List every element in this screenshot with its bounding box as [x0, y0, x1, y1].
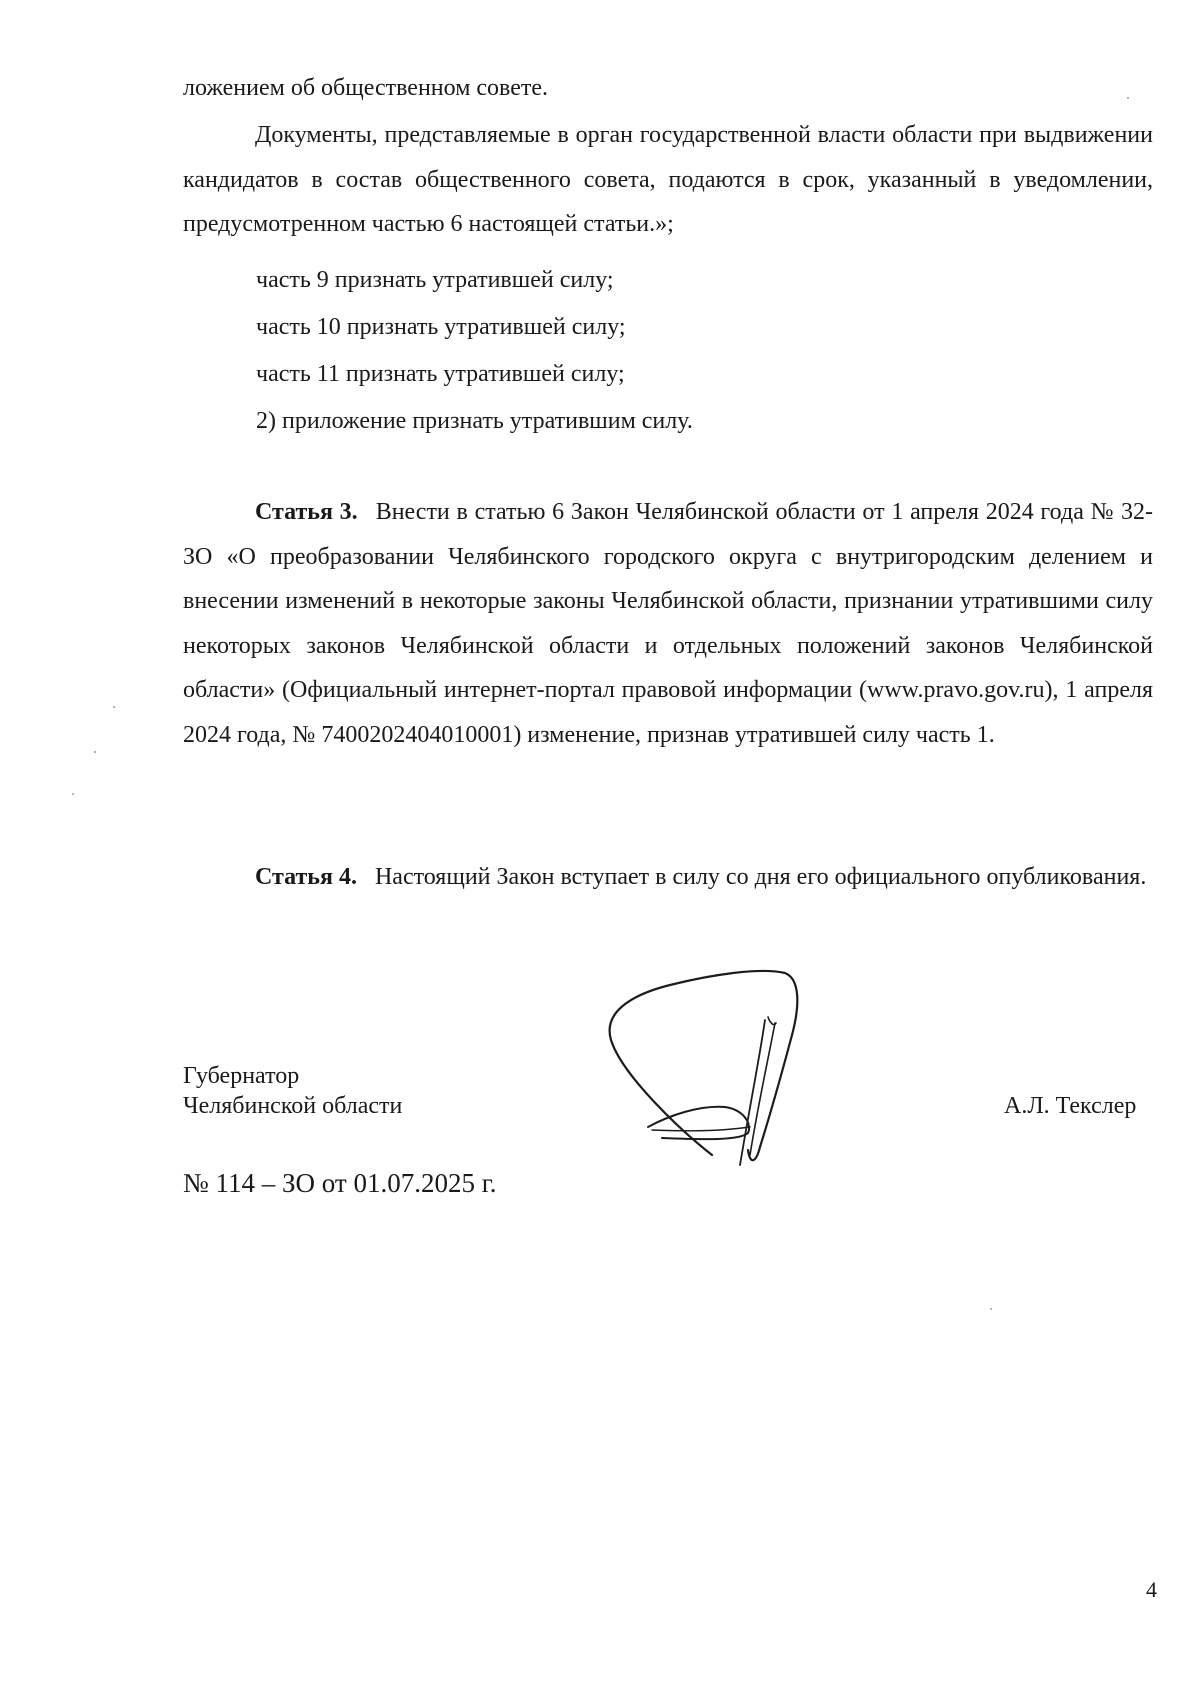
intro-fragment: ложением об общественном совете.	[183, 75, 549, 101]
list-item-part-9: часть 9 признать утратившей силу;	[256, 267, 614, 293]
article-3-heading: Статья 3.	[255, 499, 358, 525]
signatory-name: А.Л. Текслер	[1004, 1093, 1137, 1119]
page-number: 4	[1146, 1577, 1157, 1602]
paragraph-documents: Документы, представляемые в орган государственной власти области при выдвижении кандидатов в состав общественного совета, подаются в срок, указанный в уведомлении, предусмотренном частью 6 настоящей статьи.»;	[183, 122, 1153, 237]
article-4-heading: Статья 4.	[255, 864, 357, 890]
signatory-title	[183, 1061, 402, 1121]
article-4-text: Настоящий Закон вступает в силу со дня его официального опубликования.	[374, 864, 1147, 890]
signatory-title-line-1: Губернатор	[183, 1063, 300, 1089]
article-3	[183, 490, 1153, 757]
scan-speck	[1127, 97, 1129, 99]
list-item-appendix: 2) приложение признать утратившим силу.	[256, 408, 693, 434]
signatory-title-line-2: Челябинской области	[183, 1093, 403, 1119]
article-4	[183, 855, 1153, 900]
article-3-text: Внести в статью 6 Закон Челябинской области от 1 апреля 2024 года № 32-ЗО «О преобразовании Челябинского городского округа с внутригородским делением и внесении изменений в некоторые законы Челябинской области, признании утратившими силу некоторых законов Челябинской области и отдельных положений законов Челябинской области» (Официальный интернет-портал правовой информации (www.pravo.gov.ru), 1 апреля 2024 года, № 7400202404010001) изменение, признав утратившей силу часть 1.	[183, 499, 1153, 748]
handwritten-signature	[600, 965, 820, 1180]
scan-speck	[113, 706, 115, 708]
scan-speck	[72, 793, 74, 795]
list-item-part-10: часть 10 признать утратившей силу;	[256, 314, 626, 340]
scan-speck	[94, 751, 96, 753]
scan-speck	[990, 1308, 992, 1310]
list-item-part-11: часть 11 признать утратившей силу;	[256, 361, 625, 387]
law-number: № 114 – ЗО от 01.07.2025 г.	[183, 1168, 497, 1198]
